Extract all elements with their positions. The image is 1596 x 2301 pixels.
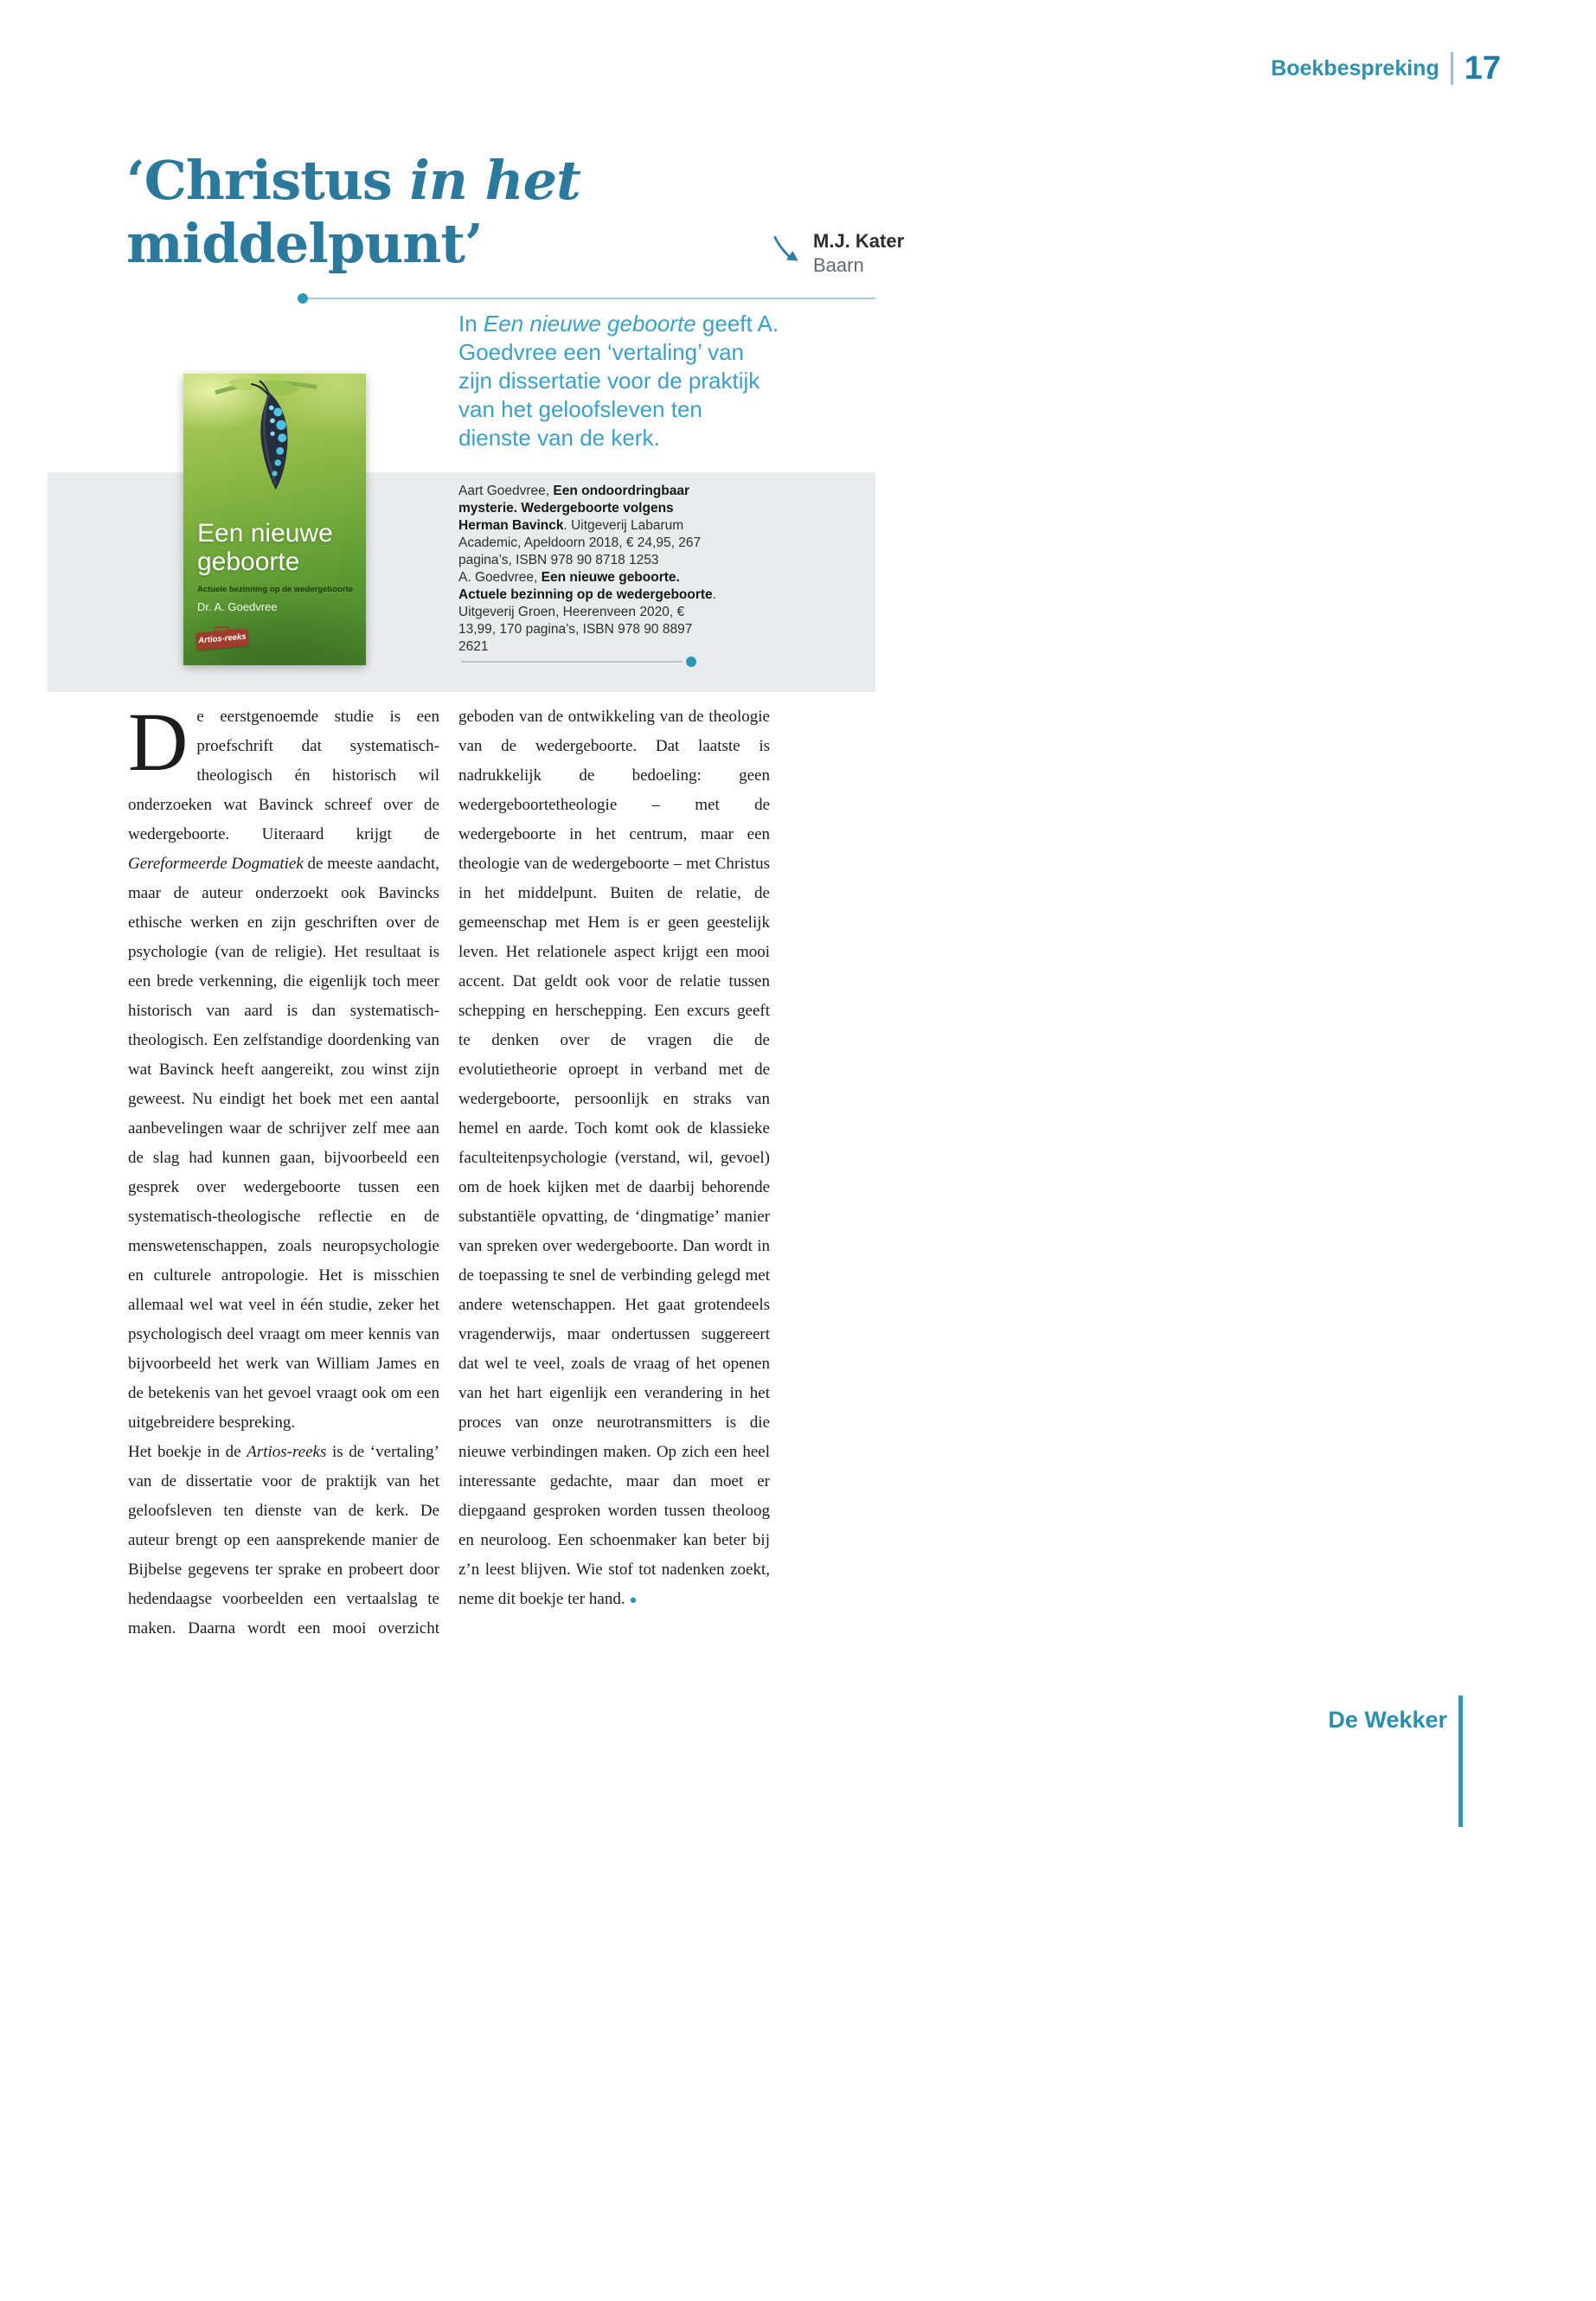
p1-run-2: de meeste aandacht, maar de auteur onderzoekt ook Bavincks ethische werken en zijn geschriften over de psychologie (van de religie). Het resultaat is een brede verkenning, die eigenlijk toch meer historisch van aard is dan systematisch-theologisch. Een zelfstandige doordenking van wat Bavinck heeft aangereikt, zou winst zijn geweest. Nu eindigt het boek met een aantal aanbevelingen waar de schrijver zelf mee aan de slag had kunnen gaan, bijvoorbeeld een gesprek over wedergeboorte tussen een systematisch-theologische reflectie en de menswetenschappen, zoals neuropsychologie en culturele antropologie. Het is misschien allemaal wel wat veel in één studie, zeker het psychologisch deel vraagt om meer kennis van bijvoorbeeld het werk van William James en de betekenis van het gevoel vraagt ook om een uitgebreidere bespreking. xyxy=(128,855,439,1432)
intro-suffix: geeft A. Goedvree een ‘vertaling’ van zijn dissertatie voor de praktijk van het geloofsleven ten dienste van de kerk. xyxy=(458,311,779,451)
publication-masthead: De Wekker xyxy=(1328,1707,1447,1733)
title-line-1-text: ‘Christus xyxy=(126,149,410,212)
p2-run-italic: Artios-reeks xyxy=(247,1443,327,1461)
book-cover xyxy=(183,374,366,665)
reviewer-text xyxy=(813,230,904,277)
p1-run-0: e eerstgenoemde studie is een proefschrift dat systematisch-theologisch én historisch wil onderzoeken wat Bavinck schreef over de wedergeboorte. Uiteraard krijgt de xyxy=(128,708,439,843)
biblio-1-details: . Uitgeverij Labarum Academic, Apeldoorn 2018, € 24,95, 267 pagina’s, ISBN 978 90 8718 1253 xyxy=(458,518,702,567)
reviewer-city: Baarn xyxy=(813,254,864,276)
bibliography-text xyxy=(458,483,721,656)
title-rule xyxy=(308,298,875,299)
intro-prefix: In xyxy=(458,311,484,336)
title-line-1-italic: in het xyxy=(409,149,580,212)
title-line-1 xyxy=(126,149,580,212)
reviewer-name: M.J. Kater xyxy=(813,230,905,252)
header-divider xyxy=(1451,52,1453,85)
bibliography-entry-2 xyxy=(458,569,721,656)
title-rule-dot xyxy=(298,293,308,304)
p2-run-2: is de ‘vertaling’ van de dissertatie voor de praktijk van het geloofsleven ten dienste van de kerk. De auteur brengt op een aansprekende manier de Bijbelse gegevens ter sprake en probeert door hedendaagse voorbeelden een vertaalslag te maken. Daarna wordt een mooi overzicht geboden van de ontwikkeling van de theologie van de wedergeboorte. Dat laatste is nadrukkelijk de bedoeling: geen wedergeboortetheologie – met de wedergeboorte in het centrum, maar een theologie van de wedergeboorte – met Christus in het middelpunt. Buiten de relatie, de gemeenschap met Hem is er geen geestelijk leven. Het relationele aspect krijgt een mooi accent. Dat geldt ook voor de relatie tussen schepping en herschepping. Een excurs geeft te denken over de vragen die de evolutietheorie oproept in verband met de wedergeboorte, persoonlijk en straks van hemel en aarde. Toch komt ook de klassieke faculteitenpsychologie (verstand, wil, gevoel) om de hoek kijken met de daarbij behorende substantiële opvatting, de ‘dingmatige’ manier van spreken over wedergeboorte. Dan wordt in de toepassing te snel de verbinding gelegd met andere wetenschappen. Het gaat grotendeels vragenderwijs, maar ondertussen suggereert dat wel te veel, zoals de vraag of het openen van het hart eigenlijk een verandering in het proces van onze neurotransmitters is die nieuwe verbindingen maken. Op zich een heel interessante gedachte, maar dan moet er diepgaand gesproken worden tussen theoloog en neuroloog. Een schoenmaker kan beter bij z’n leest blijven. Wie stof tot nadenken zoekt, neme dit boekje ter hand. xyxy=(128,708,770,1638)
reviewer-block xyxy=(768,230,904,277)
cover-subtitle: Actuele bezinning op de wedergeboorte xyxy=(197,585,353,594)
biblio-rule xyxy=(461,661,683,663)
page-number: 17 xyxy=(1464,50,1501,87)
bibliography-entry-1 xyxy=(458,483,721,569)
cover-title xyxy=(197,519,333,576)
cover-title-line-2: geboorte xyxy=(197,548,300,576)
biblio-2-details: . Uitgeverij Groen, Heerenveen 2020, € 13,99, 170 pagina’s, ISBN 978 90 8897 2621 xyxy=(458,587,716,654)
article-paragraph-1 xyxy=(128,695,439,1438)
running-header xyxy=(1271,52,1501,85)
series-badge: Artios-reeks xyxy=(195,628,249,650)
arrow-down-right-icon xyxy=(768,232,804,268)
biblio-2-author: A. Goedvree, xyxy=(458,570,542,585)
cover-title-line-1: Een nieuwe xyxy=(197,519,333,548)
end-mark: ● xyxy=(629,1593,638,1607)
butterfly-illustration-icon xyxy=(211,375,334,516)
footer-accent-bar xyxy=(1458,1695,1463,1827)
intro-book-title: Een nieuwe geboorte xyxy=(483,311,696,336)
article-body xyxy=(128,695,770,1644)
cover-author: Dr. A. Goedvree xyxy=(197,600,278,613)
biblio-1-author: Aart Goedvree, xyxy=(458,484,554,498)
intro-paragraph xyxy=(458,310,780,452)
section-label: Boekbespreking xyxy=(1271,55,1439,80)
p2-run-0: Het boekje in de xyxy=(128,1443,247,1461)
biblio-1-title: Een ondoordringbaar mysterie. Wedergeboorte volgens Herman Bavinck xyxy=(458,484,690,533)
title-line-2: middelpunt’ xyxy=(126,212,483,275)
biblio-2-title: Een nieuwe geboorte. Actuele bezinning op de wedergeboorte xyxy=(458,570,713,602)
p1-run-italic: Gereformeerde Dogmatiek xyxy=(128,855,304,873)
biblio-rule-dot xyxy=(686,657,696,667)
drop-cap: D xyxy=(128,695,189,788)
article-title xyxy=(126,149,580,275)
